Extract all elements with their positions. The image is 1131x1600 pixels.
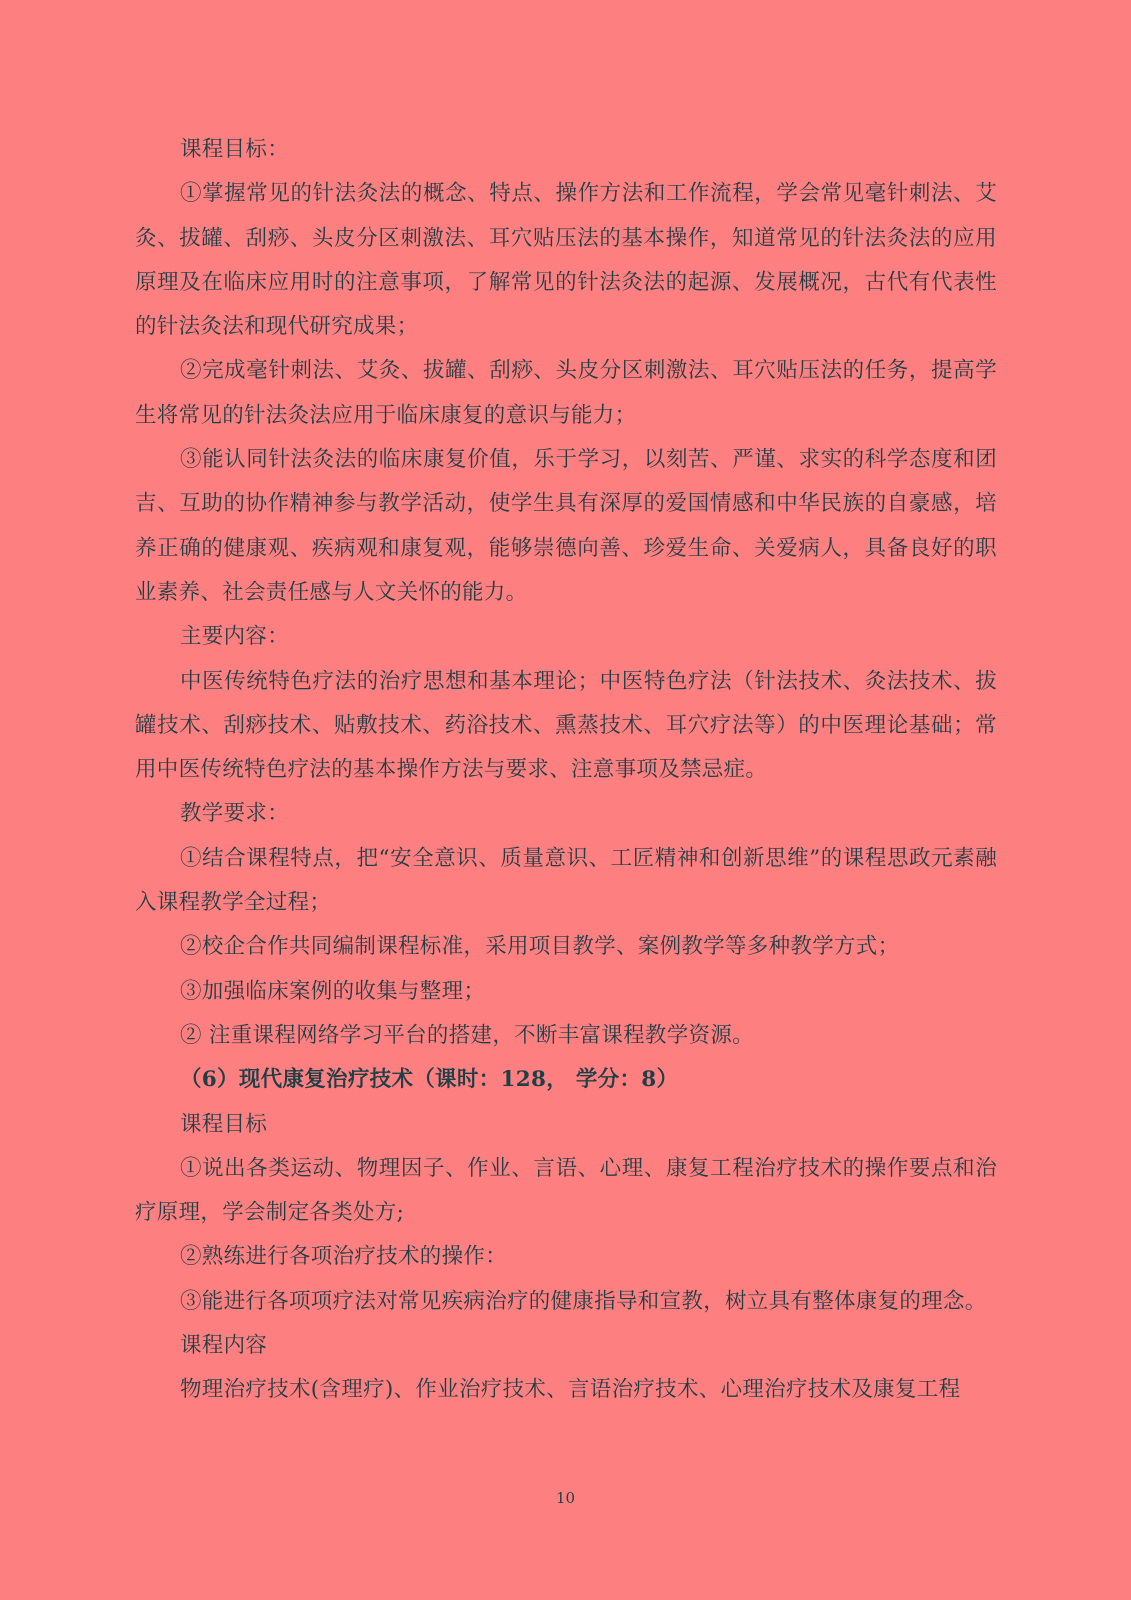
paragraph-objective-3: ③能认同针法灸法的临床康复价值，乐于学习，以刻苦、严谨、求实的科学态度和团吉、互助的协作精神参与教学活动，使学生具有深厚的爱国情感和中华民族的自豪感，培养正确的健康观、疾病观和康复观，能够崇德向善、珍爱生命、关爱病人，具备良好的职业素养、社会责任感与人文关怀的能力。	[135, 447, 997, 605]
paragraph-main-content: 中医传统特色疗法的治疗思想和基本理论；中医特色疗法（针法技术、灸法技术、拔罐技术、刮痧技术、贴敷技术、药浴技术、熏蒸技术、耳穴疗法等）的中医理论基础；常用中医传统特色疗法的基本操作方法与要求、注意事项及禁忌症。	[135, 668, 997, 783]
page-body	[135, 128, 997, 1413]
paragraph-objective-1: ①掌握常见的针法灸法的概念、特点、操作方法和工作流程，学会常见毫针刺法、艾灸、拔罐、刮痧、头皮分区刺激法、耳穴贴压法的基本操作，知道常见的针法灸法的应用原理及在临床应用时的注意事项，了解常见的针法灸法的起源、发展概况，古代有代表性的针法灸法和现代研究成果；	[135, 181, 997, 340]
section-heading: （6）现代康复治疗技术（课时：128， 学分：8）	[180, 1067, 679, 1093]
paragraph-objective-b2: ②熟练进行各项治疗技术的操作：	[180, 1244, 508, 1270]
paragraph-objective-2: ②完成毫针刺法、艾灸、拔罐、刮痧、头皮分区刺激法、耳穴贴压法的任务，提高学生将常见的针法灸法应用于临床康复的意识与能力；	[135, 358, 997, 428]
paragraph-requirement-1: ①结合课程特点，把“安全意识、质量意识、工匠精神和创新思维”的课程思政元素融入课程教学全过程；	[135, 845, 997, 916]
paragraph-requirement-2: ②校企合作共同编制课程标准，采用项目教学、案例教学等多种教学方式；	[180, 934, 900, 960]
paragraph-objective-b1: ①说出各类运动、物理因子、作业、言语、心理、康复工程治疗技术的操作要点和治疗原理，学会制定各类处方;	[135, 1155, 997, 1226]
paragraph-main-content-label: 主要内容：	[180, 624, 290, 650]
paragraph-course-objectives-label-2: 课程目标	[180, 1111, 268, 1137]
paragraph-requirement-3: ③加强临床案例的收集与整理；	[180, 978, 486, 1004]
page-number: 10	[555, 1489, 576, 1507]
paragraph-teaching-requirements-label: 教学要求：	[180, 801, 290, 827]
paragraph-course-content: 物理治疗技术(含理疗)、作业治疗技术、言语治疗技术、心理治疗技术及康复工程	[180, 1377, 961, 1403]
paragraph-course-objectives-label: 课程目标：	[180, 137, 290, 162]
paragraph-objective-b3: ③能进行各项项疗法对常见疾病治疗的健康指导和宣教，树立具有整体康复的理念。	[180, 1288, 987, 1314]
paragraph-course-content-label: 课程内容	[180, 1333, 268, 1359]
paragraph-requirement-4: ② 注重课程网络学习平台的搭建，不断丰富课程教学资源。	[180, 1022, 754, 1048]
